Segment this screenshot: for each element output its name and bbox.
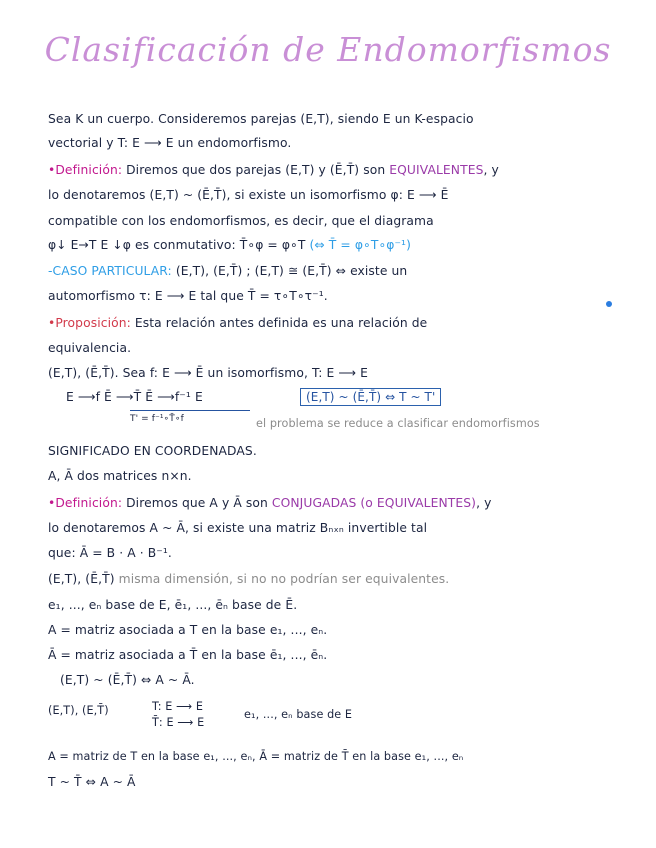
composition-diagram: E ⟶f Ē ⟶T̄ Ē ⟶f⁻¹ E bbox=[66, 390, 203, 404]
dimension-line bbox=[48, 572, 449, 586]
commutative-equivalent: (⇔ T̄ = φ∘T∘φ⁻¹) bbox=[309, 238, 411, 252]
coordinates-heading: SIGNIFICADO EN COORDENADAS. bbox=[48, 444, 257, 458]
automorphism-line: automorfismo τ: E ⟶ E tal que T̄ = τ∘T∘τ⁻¹. bbox=[48, 289, 328, 303]
proposition-line bbox=[48, 316, 427, 330]
caso-particular-text: (E,T), (E,T̄) ; (E,T) ≅ (E,T̄) ⇔ existe un bbox=[171, 264, 408, 278]
definition-text-end: , y bbox=[483, 163, 499, 177]
dimension-note: misma dimensión, si no no podrían ser equivalentes. bbox=[118, 572, 450, 586]
definition-2-line-3: que: Ā = B · A · B⁻¹. bbox=[48, 546, 172, 560]
dimension-pairs: (E,T), (Ē,T̄) bbox=[48, 572, 119, 586]
keyword-conjugadas: CONJUGADAS (o EQUIVALENTES) bbox=[271, 496, 477, 510]
final-equivalence: T ~ T̄ ⇔ A ~ Ā bbox=[48, 775, 136, 789]
equivalence-box bbox=[300, 388, 441, 406]
definition-2-text: Diremos que A y Ā son bbox=[122, 496, 272, 510]
definition-text: Diremos que dos parejas (E,T) y (Ē,T̄) son bbox=[122, 163, 390, 177]
page-title: Clasificación de Endomorfismos bbox=[44, 30, 612, 69]
marker-dot bbox=[606, 301, 612, 307]
same-space-pairs: (E,T), (E,T̄) bbox=[48, 704, 109, 717]
definition-line-3: compatible con los endomorfismos, es decir, que el diagrama bbox=[48, 214, 434, 228]
definition-2-label: •Definición: bbox=[48, 496, 123, 510]
definition-conjugate bbox=[48, 496, 491, 510]
keyword-equivalentes: EQUIVALENTES bbox=[389, 163, 484, 177]
definition-line-2: lo denotaremos (E,T) ~ (Ē,T̄), si existe un isomorfismo φ: E ⟶ Ē bbox=[48, 188, 449, 202]
composition-formula: T' = f⁻¹∘T̄∘f bbox=[130, 414, 184, 424]
matrices-line: A, Ā dos matrices n×n. bbox=[48, 469, 192, 483]
common-basis-matrices: A = matriz de T en la base e₁, ..., eₙ, Ā = matriz de T̄ en la base e₁, ..., eₙ bbox=[48, 750, 464, 763]
definition-2-text-end: , y bbox=[476, 496, 492, 510]
proposition-text: Esta relación antes definida es una relación de bbox=[130, 316, 428, 330]
commutative-diagram-line bbox=[48, 238, 411, 252]
bases-line: e₁, ..., eₙ base de E, ē₁, ..., ēₙ base de Ē. bbox=[48, 598, 298, 612]
caso-particular-label: -CASO PARTICULAR: bbox=[48, 264, 172, 278]
common-basis: e₁, ..., eₙ base de E bbox=[244, 708, 353, 721]
matrix-abar-line: Ā = matriz asociada a T̄ en la base ē₁, ..., ēₙ. bbox=[48, 648, 328, 662]
endomorphism-tbar: T̄: E ⟶ E bbox=[152, 716, 205, 729]
proposition-label: •Proposición: bbox=[48, 316, 131, 330]
matrix-a-line: A = matriz asociada a T en la base e₁, ..., eₙ. bbox=[48, 623, 328, 637]
definition-equivalence bbox=[48, 163, 499, 177]
intro-line-1: Sea K un cuerpo. Consideremos parejas (E,T), siendo E un K-espacio bbox=[48, 112, 474, 126]
commutative-text: φ↓ E→T E ↓φ es conmutativo: T̄∘φ = φ∘T bbox=[48, 238, 310, 252]
proposition-line-2: equivalencia. bbox=[48, 341, 132, 355]
diagram-underline bbox=[130, 410, 250, 411]
endomorphism-t: T: E ⟶ E bbox=[152, 700, 204, 713]
definition-label: •Definición: bbox=[48, 163, 123, 177]
reduction-note: el problema se reduce a clasificar endomorfismos bbox=[256, 417, 540, 430]
equivalence-result: (E,T) ~ (Ē,T̄) ⇔ A ~ Ā. bbox=[60, 673, 195, 687]
definition-2-line-2: lo denotaremos A ~ Ā, si existe una matriz Bₙₓₙ invertible tal bbox=[48, 521, 428, 535]
equivalence-box-text: (E,T) ~ (Ē,T̄) ⇔ T ~ T' bbox=[300, 388, 441, 406]
caso-particular-line bbox=[48, 264, 407, 278]
intro-line-2: vectorial y T: E ⟶ E un endomorfismo. bbox=[48, 136, 292, 150]
isomorphism-line: (E,T), (Ē,T̄). Sea f: E ⟶ Ē un isomorfismo, T: E ⟶ E bbox=[48, 366, 369, 380]
